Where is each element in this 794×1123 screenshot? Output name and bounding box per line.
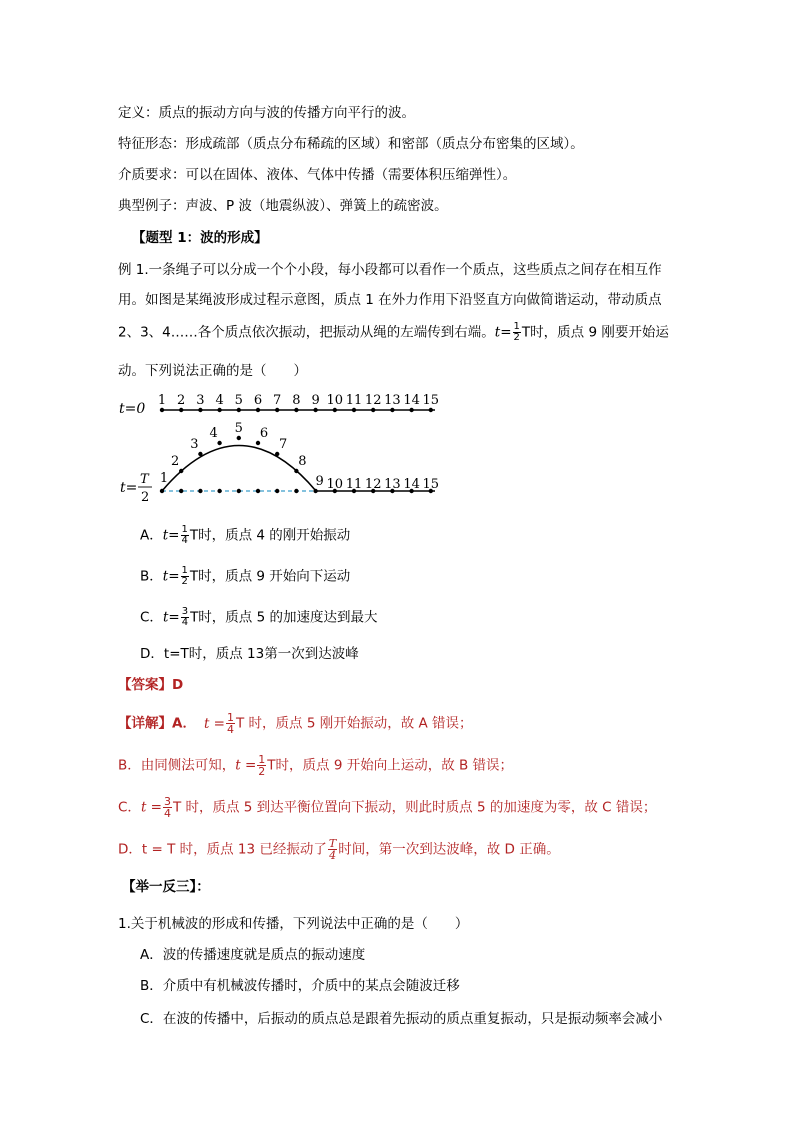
point-half-3 [198,452,202,456]
practice-option-c: C．在波的传播中，后振动的质点总是跟着先振动的质点重复振动，只是振动频率会减小 [140,1011,663,1027]
equilibrium-point-2 [179,489,183,493]
label-t0-3: 3 [196,393,205,408]
label-t0-14: 14 [403,393,420,408]
label-half-3: 3 [190,437,199,452]
point-t0-10 [333,408,337,412]
label-half-14: 14 [403,477,420,492]
label-t0-8: 8 [292,393,301,408]
label-t-prefix: t= [120,480,138,496]
label-half-5: 5 [234,421,243,436]
option-a: A．t= $\frac{1}{4}$ T时，质点 4 的刚开始振动 [140,524,351,546]
example-line-4: 动。下列说法正确的是（ ） [118,363,307,379]
label-half-6: 6 [259,426,269,441]
label-T: T [140,472,149,487]
explanation-c: C．t = $\frac{3}{4}$ T 时，质点 5 到达平衡位置向下振动，则此时质点 5 的加速度为零，故 C 错误； [118,795,657,820]
label-half-1: 1 [159,471,169,486]
point-half-9 [313,489,317,493]
equilibrium-point-7 [275,489,279,493]
point-t0-13 [390,408,394,412]
example-line-2: 用。如图是某绳波形成过程示意图，质点 1 在外力作用下沿竖直方向做简谐运动，带动质点 [118,292,662,308]
practice-title: 【举一反三】： [122,879,210,895]
option-d: D．t=T时，质点 13第一次到达波峰 [140,646,359,662]
label-t0-15: 15 [422,393,440,408]
point-t0-7 [275,408,279,412]
point-t0-5 [237,408,241,412]
example-line-3a: 2、3、4……各个质点依次振动，把振动从绳的左端传到右端。 [118,324,495,341]
point-t0-14 [409,408,413,412]
point-half-5 [237,436,241,440]
label-t0-2: 2 [177,393,186,408]
point-t0-12 [371,408,375,412]
label-half-15: 15 [422,477,440,492]
features-text: 特征形态：形成疏部（质点分布稀疏的区域）和密部（质点分布密集的区域）。 [118,136,584,152]
label-t0-10: 10 [326,393,344,408]
label-half-4: 4 [209,426,218,441]
point-half-6 [256,441,260,445]
point-t0-1 [160,408,164,412]
point-t0-15 [429,408,433,412]
label-half-7: 7 [279,437,288,452]
definition-text: 定义：质点的振动方向与波的传播方向平行的波。 [118,105,415,121]
point-half-4 [217,441,221,445]
example-fraction: $\frac{1}{2}$ [513,321,520,343]
example-line-3 [118,322,669,343]
examples-text: 典型例子：声波、P 波（地震纵波）、弹簧上的疏密波。 [118,198,448,214]
label-t0-6: 6 [253,393,263,408]
explanation-d: D．t = T 时，质点 13 已经振动了 $\frac{T}{4}$ 时间，第一次到达波峰，故 D 正确。 [118,837,560,862]
rope-wave-figure [112,390,452,505]
label-half-2: 2 [171,454,180,469]
label-t0-13: 13 [384,393,401,408]
example-t: t= [494,324,512,341]
equilibrium-point-3 [198,489,202,493]
point-t0-3 [198,408,202,412]
point-t0-2 [179,408,183,412]
option-b: B．t= $\frac{1}{2}$ T时，质点 9 开始向下运动 [140,565,351,587]
practice-option-b: B．介质中有机械波传播时，介质中的某点会随波迁移 [140,978,460,994]
option-c: C．t= $\frac{3}{4}$ T时，质点 5 的加速度达到最大 [140,606,378,628]
point-t0-9 [313,408,317,412]
label-t0-12: 12 [364,393,382,408]
answer-text: 【答案】D [118,677,184,693]
label-t0-7: 7 [273,393,282,408]
label-half-9: 9 [315,474,324,489]
point-t0-8 [294,408,298,412]
explanation-a: 【详解】A． t = $\frac{1}{4}$ T 时，质点 5 刚开始振动，故 A 错误； [118,711,473,736]
equilibrium-point-5 [237,489,241,493]
label-t0: t=0 [119,401,146,417]
label-t0-5: 5 [234,393,243,408]
point-half-8 [294,469,298,473]
label-half-13: 13 [384,477,401,492]
label-half-11: 11 [345,477,363,492]
label-2: 2 [141,490,150,505]
section-title: 【题型 1：波的形成】 [132,230,268,246]
label-t0-4: 4 [215,393,224,408]
label-half-12: 12 [364,477,382,492]
equilibrium-point-6 [256,489,260,493]
point-half-7 [275,452,279,456]
point-t0-4 [217,408,221,412]
explanation-b: B．由同侧法可知，t = $\frac{1}{2}$ T时，质点 9 开始向上运动，故 B 错误； [118,753,514,778]
point-t0-6 [256,408,260,412]
point-half-1 [160,489,164,493]
example-line-1: 例 1.一条绳子可以分成一个个小段，每小段都可以看作一个质点，这些质点之间存在相互作 [118,262,662,278]
label-t0-1: 1 [157,393,167,408]
equilibrium-point-8 [294,489,298,493]
medium-text: 介质要求：可以在固体、液体、气体中传播（需要体积压缩弹性）。 [118,167,517,183]
point-t0-11 [352,408,356,412]
label-t0-9: 9 [311,393,320,408]
label-t0-11: 11 [345,393,363,408]
practice-question-1: 1.关于机械波的形成和传播，下列说法中正确的是（ ） [118,916,469,932]
wave-curve [159,446,316,492]
equilibrium-point-4 [217,489,221,493]
point-half-2 [179,469,183,473]
example-line-3b: T时，质点 9 刚要开始运 [521,324,669,341]
label-half-8: 8 [298,454,307,469]
label-half-10: 10 [326,477,344,492]
practice-option-a: A．波的传播速度就是质点的振动速度 [140,947,366,963]
